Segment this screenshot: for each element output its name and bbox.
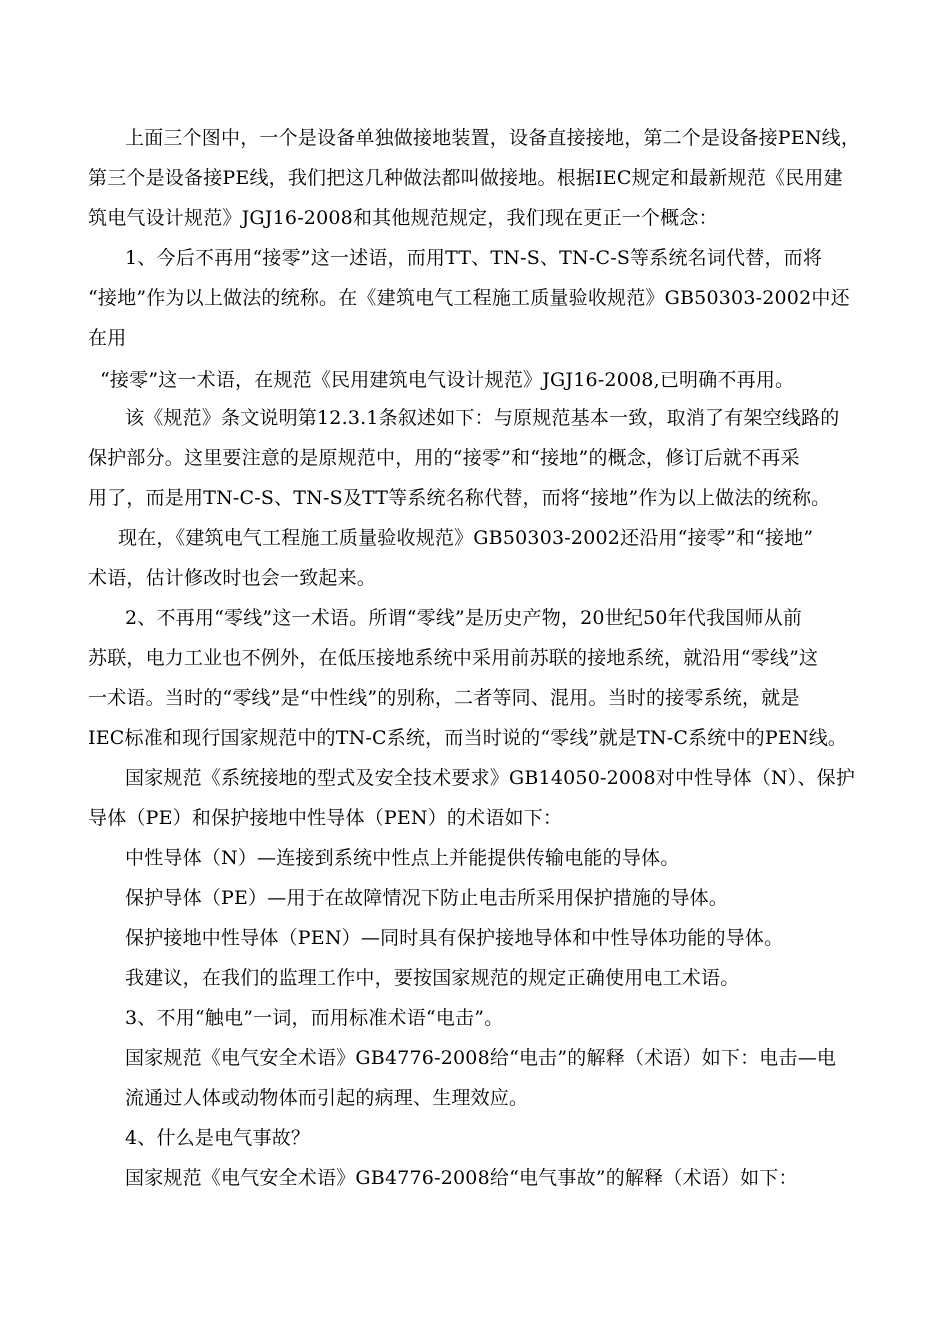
text-line: 3、不用“触电”一词，而用标准术语“电击”。 <box>125 1007 504 1029</box>
text-line: 国家规范《系统接地的型式及安全技术要求》GB14050-2008对中性导体（N）、保护 <box>125 767 856 789</box>
text-line: 中性导体（N）—连接到系统中性点上并能提供传输电能的导体。 <box>125 847 680 869</box>
text-line: 保护接地中性导体（PEN）—同时具有保护接地导体和中性导体功能的导体。 <box>125 927 784 949</box>
text-line: 我建议，在我们的监理工作中，要按国家规范的规定正确使用电工术语。 <box>125 967 740 989</box>
text-line: 筑电气设计规范》JGJ16-2008和其他规范规定，我们现在更正一个概念： <box>88 207 718 229</box>
text-line: 用了，而是用TN-C-S、TN-S及TT等系统名称代替，而将“接地”作为以上做法的统称。 <box>88 487 831 509</box>
text-line: IEC标准和现行国家规范中的TN-C系统，而当时说的“零线”就是TN-C系统中的PEN线。 <box>88 727 848 749</box>
text-line: 国家规范《电气安全术语》GB4776-2008给“电气事故”的解释（术语）如下： <box>125 1167 798 1189</box>
text-line: 第三个是设备接PE线，我们把这几种做法都叫做接地。根据IEC规定和最新规范《民用建 <box>88 167 843 189</box>
text-line: 国家规范《电气安全术语》GB4776-2008给“电击”的解释（术语）如下：电击—电 <box>125 1047 837 1069</box>
text-line: 现在，《建筑电气工程施工质量验收规范》GB50303-2002还沿用“接零”和“接地” <box>118 527 814 549</box>
text-line: 上面三个图中，一个是设备单独做接地装置，设备直接接地，第二个是设备接PEN线， <box>125 127 861 149</box>
text-line: 术语，估计修改时也会一致起来。 <box>88 567 377 589</box>
text-line: 导体（PE）和保护接地中性导体（PEN）的术语如下： <box>88 807 563 829</box>
text-line: “接地”作为以上做法的统称。在《建筑电气工程施工质量验收规范》GB50303-2002中还 <box>88 287 850 309</box>
text-line: 流通过人体或动物体而引起的病理、生理效应。 <box>125 1087 529 1109</box>
text-line: 一术语。当时的“零线”是“中性线”的别称，二者等同、混用。当时的接零系统，就是 <box>88 687 800 709</box>
text-line: 苏联，电力工业也不例外，在低压接地系统中采用前苏联的接地系统，就沿用“零线”这 <box>88 647 819 669</box>
text-line: 在用 <box>88 327 127 349</box>
text-line: 4、什么是电气事故？ <box>125 1127 311 1149</box>
text-line: “接零”这一术语，在规范《民用建筑电气设计规范》JGJ16-2008,已明确不再用。 <box>100 369 795 391</box>
text-line: 该《规范》条文说明第12.3.1条叙述如下：与原规范基本一致，取消了有架空线路的 <box>125 407 840 429</box>
text-line: 保护部分。这里要注意的是原规范中，用的“接零”和“接地”的概念，修订后就不再采 <box>88 447 800 469</box>
text-line: 2、不再用“零线”这一术语。所谓“零线”是历史产物，20世纪50年代我国师从前 <box>125 607 803 629</box>
text-line: 保护导体（PE）—用于在故障情况下防止电击所采用保护措施的导体。 <box>125 887 729 909</box>
text-line: 1、今后不再用“接零”这一述语，而用TT、TN-S、TN-C-S等系统名词代替，而将 <box>125 247 823 269</box>
